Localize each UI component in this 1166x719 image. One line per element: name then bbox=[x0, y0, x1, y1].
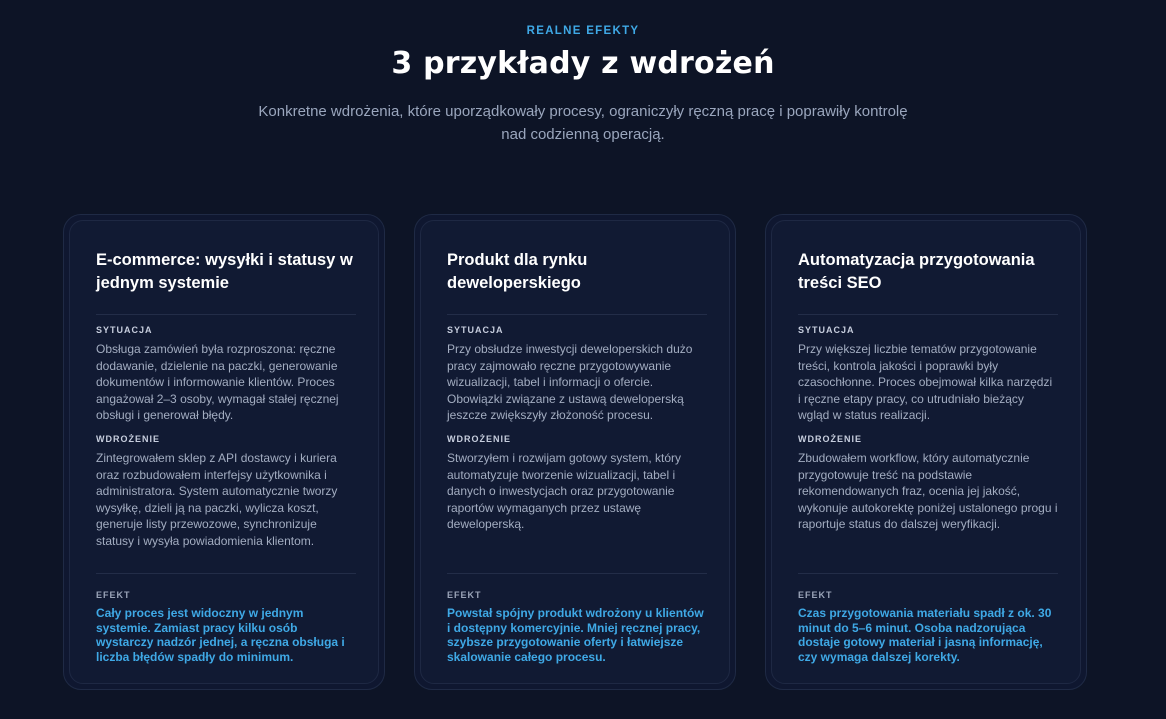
effect-label: EFEKT bbox=[447, 590, 482, 600]
card-content bbox=[96, 249, 356, 550]
card-title: Produkt dla rynku deweloperskiego bbox=[447, 251, 588, 292]
card-title: Automatyzacja przygotowania treści SEO bbox=[798, 251, 1035, 292]
implementation-label: WDROŻENIE bbox=[798, 433, 862, 444]
card-content bbox=[447, 249, 707, 533]
case-card-ecommerce bbox=[63, 214, 385, 690]
card-divider bbox=[96, 314, 356, 315]
case-card-developer bbox=[414, 214, 736, 690]
situation-text: Obsługa zamówień była rozproszona: ręczne dodawanie, dzielenie na paczki, generowanie dokumentów i informowanie klientów. Proces angażował 2–3 osoby, wymagał stałej ręcznej obsługi i generował błędy. bbox=[96, 342, 339, 423]
effect-block bbox=[798, 573, 1058, 664]
section-eyebrow: REALNE EFEKTY bbox=[526, 25, 640, 37]
case-card-seo bbox=[765, 214, 1087, 690]
effect-divider bbox=[96, 573, 356, 574]
implementation-label: WDROŻENIE bbox=[447, 433, 511, 444]
situation-text: Przy obsłudze inwestycji deweloperskich dużo pracy zajmowało ręczne przygotowywanie wizualizacji, tabel i informacji o ofercie. Obowiązki związane z ustawą deweloperską jeszcze zwiększyły złożoność procesu. bbox=[447, 342, 693, 423]
implementation-text: Zintegrowałem sklep z API dostawcy i kuriera oraz rozbudowałem interfejsy użytkownika i administratora. System automatycznie tworzy wysyłkę, dzieli ją na paczki, wylicza koszt, generuje listy przewozowe, synchronizuje statusy i wysyła powiadomienia klientom. bbox=[96, 450, 338, 548]
section-subtitle: Konkretne wdrożenia, które uporządkowały procesy, ograniczyły ręczną pracę i poprawiły kontrolę nad codzienną operacją. bbox=[258, 103, 908, 143]
card-divider bbox=[447, 314, 707, 315]
effect-label: EFEKT bbox=[798, 590, 833, 600]
card-content bbox=[798, 249, 1058, 533]
card-title: E-commerce: wysyłki i statusy w jednym systemie bbox=[96, 251, 353, 292]
card-inner bbox=[69, 220, 379, 684]
effect-block bbox=[447, 573, 707, 664]
card-divider bbox=[798, 314, 1058, 315]
card-inner bbox=[420, 220, 730, 684]
implementation-label: WDROŻENIE bbox=[96, 433, 160, 444]
situation-text: Przy większej liczbie tematów przygotowanie treści, kontrola jakości i poprawki były czasochłonne. Proces obejmował kilka narzędzi i ręczne etapy pracy, co utrudniało bieżący wgląd w status realizacji. bbox=[798, 342, 1053, 423]
situation-label: SYTUACJA bbox=[447, 325, 504, 335]
situation-label: SYTUACJA bbox=[96, 325, 153, 335]
effect-text: Cały proces jest widoczny w jednym systemie. Zamiast pracy kilku osób wystarczy nadzór jednej, a ręczna obsługa i liczba błędów spadły do minimum. bbox=[96, 606, 345, 664]
implementation-text: Stworzyłem i rozwijam gotowy system, który automatyzuje tworzenie wizualizacji, tabel i danych o inwestycjach oraz przygotowanie raportów wymaganych przez ustawę deweloperską. bbox=[447, 450, 682, 532]
effect-text: Czas przygotowania materiału spadł z ok. 30 minut do 5–6 minut. Osoba nadzorująca dostaje gotowy materiał i jasną informację, czy wymaga dalszej korekty. bbox=[798, 606, 1052, 664]
effect-text: Powstał spójny produkt wdrożony u klientów i dostępny komercyjnie. Mniej ręcznej pracy, szybsze przygotowanie oferty i łatwiejsze skalowanie całego procesu. bbox=[447, 606, 704, 664]
effect-block bbox=[96, 573, 356, 664]
implementation-text: Zbudowałem workflow, który automatycznie przygotowuje treść na podstawie rekomendowanych fraz, ocenia jej jakość, wykonuje autokorektę poniżej ustalonego progu i raportuje status do dalszej weryfikacji. bbox=[798, 450, 1058, 532]
situation-label: SYTUACJA bbox=[798, 325, 855, 335]
effect-divider bbox=[798, 573, 1058, 574]
effect-divider bbox=[447, 573, 707, 574]
section-title: 3 przykłady z wdrożeń bbox=[391, 46, 775, 81]
card-inner bbox=[771, 220, 1081, 684]
effect-label: EFEKT bbox=[96, 590, 131, 600]
